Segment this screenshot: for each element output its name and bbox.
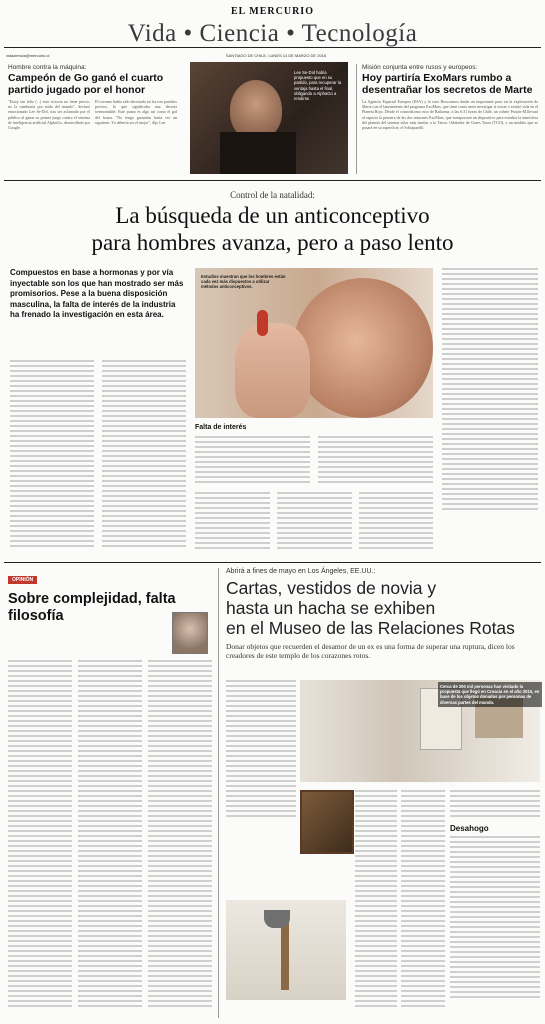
body-text-placeholder [359,492,433,552]
headline-line: para hombres avanza, pero a paso lento [91,230,454,255]
museum-gallery-photo [300,680,540,782]
headline-line: en el Museo de las Relaciones Rotas [226,618,515,638]
column-rule [218,568,219,1018]
body-text-placeholder [148,660,212,1010]
pill-shape [257,310,268,336]
headline: Hoy partiría ExoMars rumbo a desentrañar los secretos de Marte [362,72,533,96]
body-text-placeholder [401,790,445,1010]
body-text-placeholder [195,492,270,552]
opinion-headline: Sobre complejidad, falta filosofía [8,591,176,624]
body-text-placeholder [78,660,142,1010]
kicker: Abrirá a fines de mayo en Los Ángeles, EE.UU.: [226,568,376,575]
author-photo [172,612,208,654]
dateline: SANTIAGO DE CHILE, LUNES 14 DE MARZO DE 2016 [225,53,327,58]
body: La Agencia Espacial Europea (ESA) y la rusa Roscosmos darán un importante paso en la exploración de Marte con el lanzamiento del programa ExoMars, que tiene como meta investigar si existe o existió vida en el Planeta Rojo. Desde el cosmódromo ruso de Baikonur, a las 6:31 horas de Chile, un cohete Protón-M llevará al espacio la primera de las dos misiones ExoMars, que transportará un dispositivo para estudiar la atmósfera del planeta del sistema solar más similar a la Tierra. Orbitador de Gases Traza (TGO), y un módulo que se posará en su superficie, el Schiaparelli. [362,99,538,131]
face-shape [293,278,433,418]
section-rule [4,562,541,563]
axe-head [264,910,290,928]
sidebar-box [195,424,433,431]
body-text-placeholder [102,360,186,550]
body-text-placeholder [226,680,296,820]
box-text-placeholder [318,436,433,486]
body-text-placeholder [355,790,397,1010]
body-col: El coreano había sido derrotado en los tres partidos previos, lo que significaba una derrota irremontable. Este punto es algo así como el gol del honor. "No tengo garantías hasta ver un siguiente. Yo debería ser el mejor", dijo Lee. [95,99,177,125]
photo-caption: Lee Se-Dol había propuesto que en su partido, para recuperar la ventaja hasta el final, obligando a AlphaGo a rendirse. [294,70,342,102]
axe-photo [226,900,346,1000]
subhead: Desahogo [450,824,489,833]
face-shape [230,80,282,140]
body-text-placeholder [277,492,352,552]
museum-story [226,568,541,660]
main-deck: Compuestos en base a hormonas y por vía inyectable son los que han mostrado ser más promisorios. Pese a la buena disposición masculina, la falta de interés de la industria ha frenado la investigación en esta área. [10,268,184,319]
top-right-story [362,64,538,130]
suit-shape [220,132,296,174]
section-email[interactable]: vidaciencia@mercurio.cl [6,53,50,58]
kicker: Hombre contra la máquina: [8,64,87,71]
headline-line: La búsqueda de un anticonceptivo [115,203,430,228]
section-title: Vida • Ciencia • Tecnología [127,20,418,47]
main-kicker: Control de la natalidad: [230,190,315,200]
go-champion-photo [190,62,348,174]
column-rule [356,64,357,174]
museum-deck: Donar objetos que recuerden el desamor de un ex es una forma de superar una ruptura, dicen los creadores de este templo de los corazones rotos. [226,642,515,660]
framed-object-photo [300,790,354,854]
photo-caption: Estudios muestran que los hombres están cada vez más dispuestos a utilizar métodos anticonceptivos. [201,274,286,290]
photo-caption: Cerca de 200 mil personas han visitado la propuesta que llegó en Croacia en el año 2010, en base de los objetos donados por personas de diversas partes del mundo. [438,682,542,707]
museum-headline [226,578,541,638]
opinion-tag: OPINIÓN [8,576,37,584]
top-left-story [8,64,178,130]
body-text-placeholder [8,660,72,1010]
kicker: Misión conjunta entre rusos y europeos: [362,64,478,71]
box-title: Falta de interés [195,424,247,431]
body-text-placeholder [10,360,94,550]
headline-line: Cartas, vestidos de novia y [226,578,437,598]
body-text-placeholder [450,790,540,820]
body-text-placeholder [442,268,538,513]
masthead: EL MERCURIO [231,6,314,17]
headline-line: hasta un hacha se exhiben [226,598,436,618]
main-photo [195,268,433,418]
headline: Campeón de Go ganó el cuarto partido jugado por el honor [8,72,164,96]
body-text-placeholder [450,836,540,1001]
hand-shape [235,323,310,418]
section-rule [4,180,541,181]
body-col: "Estoy tan feliz (...) esta victoria no tiene precio, no la cambiaría por nada del mundo", declaró emocionado Lee Se-Dol, tras ser aclamado por el público al ganar su primer juego contra el sistema de inteligencia artificial AlphaGo, desarrollado por Google. [8,99,90,131]
main-headline [0,202,545,256]
top-rule [4,47,541,48]
box-text-placeholder [195,436,310,486]
